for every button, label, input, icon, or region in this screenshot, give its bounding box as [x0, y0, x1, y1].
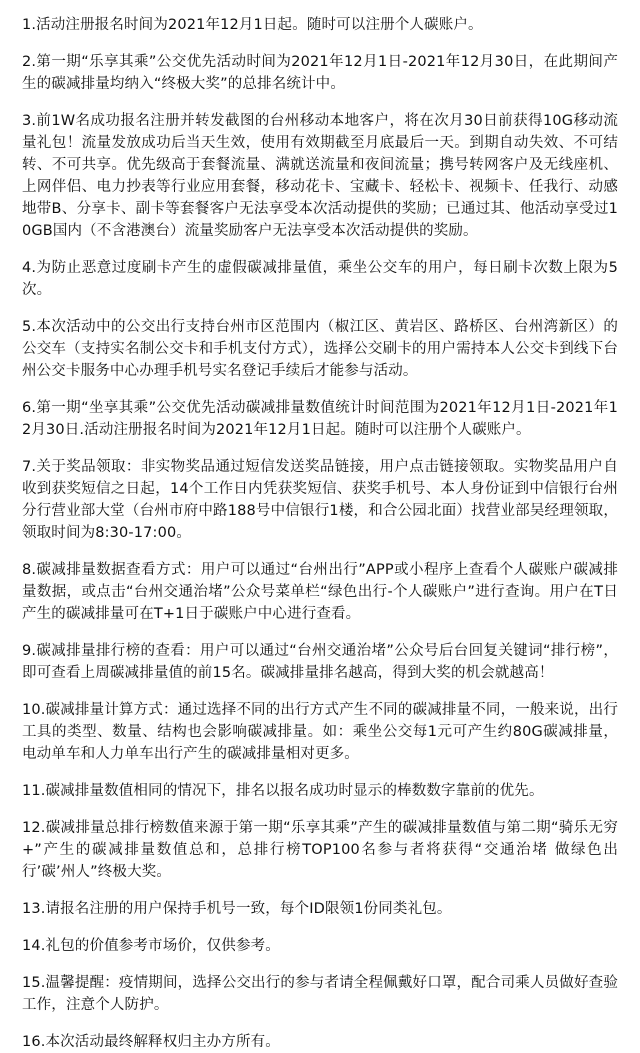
rule-item-13: 13.请报名注册的用户保持手机号一致，每个ID限领1份同类礼包。	[22, 901, 452, 917]
rule-item-3: 3.前1W名成功报名注册并转发截图的台州移动本地客户，将在次月30日前获得10G移动流量礼包！流量发放成功后当天生效，使用有效期截至月底最后一天。到期自动失效、不可结转、不可共享。优先级高于套餐流量、满就送流量和夜间流量；携号转网客户及无线座机、上网伴侣、电力抄表等行业应用套餐，移动花卡、宝藏卡、轻松卡、视频卡、任我行、动感地带B、分享卡、副卡等套餐客户无法享受本次活动提供的奖励；已通过其、他活动享受过10GB国内（不含港澳台）流量奖励客户无法享受本次活动提供的奖励。	[22, 113, 618, 239]
rule-item-8: 8.碳减排量数据查看方式：用户可以通过“台州出行”APP或小程序上查看个人碳账户碳减排量数据，或点击“台州交通治堵”公众号菜单栏“绿色出行-个人碳账户”进行查询。用户在T日产生的碳减排量可在T+1日于碳账户中心进行查看。	[22, 562, 618, 622]
rule-item-6: 6.第一期“坐享其乘”公交优先活动碳减排量数值统计时间范围为2021年12月1日-2021年12月30日.活动注册报名时间为2021年12月1日起。随时可以注册个人碳账户。	[22, 400, 618, 438]
rule-item-9: 9.碳减排量排行榜的查看：用户可以通过“台州交通治堵”公众号后台回复关键词“排行榜”，即可查看上周碳减排量值的前15名。碳减排量排名越高，得到大奖的机会就越高！	[22, 643, 618, 681]
rule-item-7: 7.关于奖品领取：非实物奖品通过短信发送奖品链接，用户点击链接领取。实物奖品用户自收到获奖短信之日起，14个工作日内凭获奖短信、获奖手机号、本人身份证到中信银行台州分行营业部大堂（台州市府中路188号中信银行1楼，和合公园北面）找营业部吴经理领取，领取时间为8:30-17:00。	[22, 459, 618, 541]
rule-item-16: 16.本次活动最终解释权归主办方所有。	[22, 1034, 280, 1050]
rule-item-10: 10.碳减排量计算方式：通过选择不同的出行方式产生不同的碳减排量不同，一般来说，出行工具的类型、数量、结构也会影响碳减排量。如：乘坐公交每1元可产生约80G碳减排量，电动单车和人力单车出行产生的碳减排量相对更多。	[22, 702, 618, 762]
rule-item-5: 5.本次活动中的公交出行支持台州市区范围内（椒江区、黄岩区、路桥区、台州湾新区）的公交车（支持实名制公交卡和手机支付方式），选择公交刷卡的用户需持本人公交卡到线下台州公交卡服务中心办理手机号实名登记手续后才能参与活动。	[22, 319, 618, 379]
rule-item-11: 11.碳减排量数值相同的情况下，排名以报名成功时显示的棒数数字靠前的优先。	[22, 783, 544, 799]
rule-item-2: 2.第一期“乐享其乘”公交优先活动时间为2021年12月1日-2021年12月30日，在此期间产生的碳减排量均纳入“终极大奖”的总排名统计中。	[22, 54, 618, 92]
rule-item-4: 4.为防止恶意过度刷卡产生的虚假碳减排量值，乘坐公交车的用户，每日刷卡次数上限为5次。	[22, 260, 618, 298]
rule-item-15: 15.温馨提醒：疫情期间，选择公交出行的参与者请全程佩戴好口罩，配合司乘人员做好查验工作，注意个人防护。	[22, 975, 618, 1013]
rule-item-1: 1.活动注册报名时间为2021年12月1日起。随时可以注册个人碳账户。	[22, 17, 483, 33]
rule-item-14: 14.礼包的价值参考市场价，仅供参考。	[22, 938, 280, 954]
rule-item-12: 12.碳减排量总排行榜数值来源于第一期“乐享其乘”产生的碳减排量数值与第二期“骑乐无穷+”产生的碳减排量数值总和，总排行榜TOP100名参与者将获得“交通治堵 做绿色出行’碳’州人”终极大奖。	[22, 820, 618, 880]
